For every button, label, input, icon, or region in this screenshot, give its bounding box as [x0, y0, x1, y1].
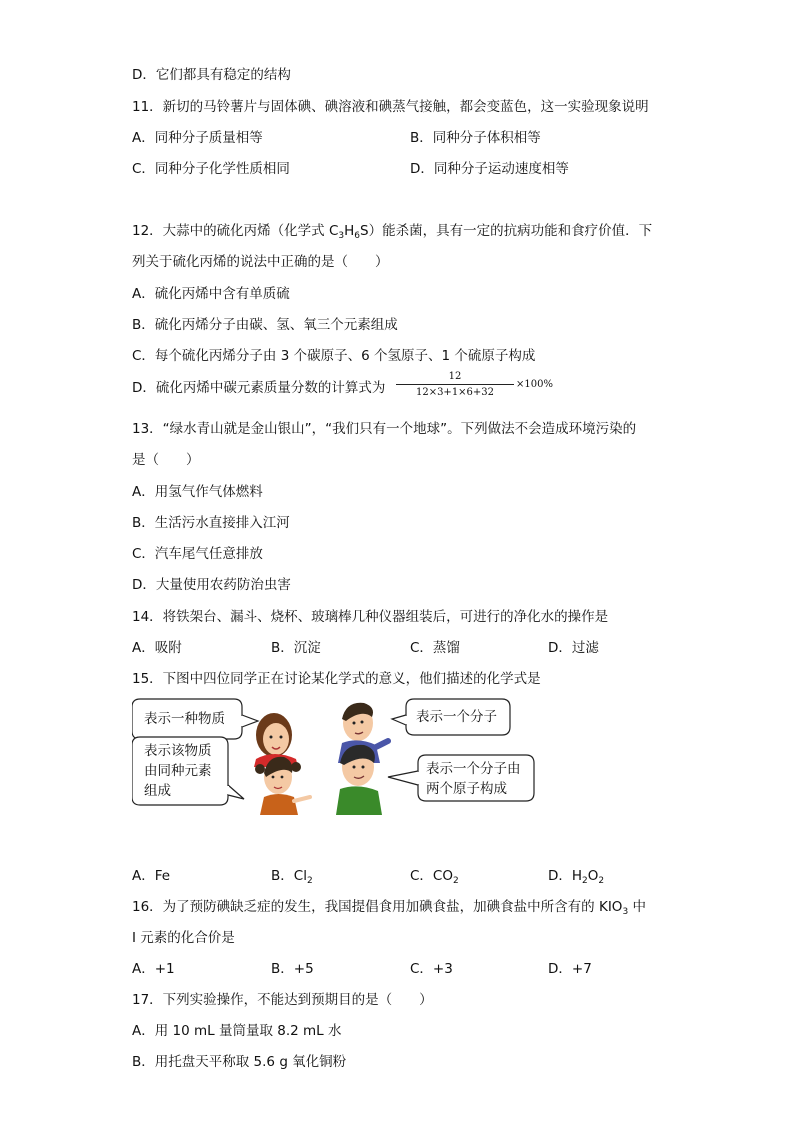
q12-stem-line2: 列关于硫化丙烯的说法中正确的是（ ） — [132, 254, 389, 270]
q15-stem: 15．下图中四位同学正在讨论某化学式的意义，他们描述的化学式是 — [132, 671, 541, 687]
q12-option-c: C．每个硫化丙烯分子由 3 个碳原子、6 个氢原子、1 个硫原子构成 — [132, 348, 536, 364]
q15-option-c: C．$CO_2$ — [410, 868, 459, 886]
q16-option-a: A．+1 — [132, 961, 175, 977]
q14-option-b: B．沉淀 — [271, 640, 321, 656]
q15-option-b: B．$Cl_2$ — [271, 868, 313, 886]
q15-option-a: A．Fe — [132, 868, 171, 884]
q13-stem-line1: 13．“绿水青山就是金山银山”，“我们只有一个地球”。下列做法不会造成环境污染的 — [132, 421, 637, 437]
q11-stem: 11．新切的马铃薯片与固体碘、碘溶液和碘蒸气接触，都会变蓝色，这一实验现象说明 — [132, 99, 649, 115]
q12-fraction — [396, 370, 514, 399]
q13-option-c: C．汽车尾气任意排放 — [132, 546, 263, 562]
q16-option-b: B．+5 — [271, 961, 314, 977]
q17-option-b: B．用托盘天平称取 5.6 g 氧化铜粉 — [132, 1054, 347, 1070]
q10-option-d: D．它们都具有稳定的结构 — [132, 67, 291, 83]
q17-stem: 17．下列实验操作，不能达到预期目的是（ ） — [132, 992, 433, 1008]
q13-option-b: B．生活污水直接排入江河 — [132, 515, 290, 531]
q12-fraction-numerator: 12 — [448, 371, 462, 382]
q13-stem-line2: 是（ ） — [132, 452, 200, 468]
q12-option-a: A．硫化丙烯中含有单质硫 — [132, 286, 290, 302]
q14-option-a: A．吸附 — [132, 640, 182, 656]
q14-option-c: C．蒸馏 — [410, 640, 460, 656]
q17-option-a: A．用 10 mL 量筒量取 8.2 mL 水 — [132, 1023, 342, 1039]
q11-option-a: A．同种分子质量相等 — [132, 130, 263, 146]
q13-option-a: A．用氢气作气体燃料 — [132, 484, 263, 500]
q16-option-c: C．+3 — [410, 961, 453, 977]
q11-option-c: C．同种分子化学性质相同 — [132, 161, 290, 177]
bubble-3-text: 表示该物质 由同种元素 组成 — [144, 743, 212, 799]
q12-fraction-tail: ×100% — [516, 379, 553, 390]
student-girl-icon-2 — [255, 757, 310, 815]
q16-stem-line2: I 元素的化合价是 — [132, 930, 235, 946]
q11-option-b: B．同种分子体积相等 — [410, 130, 541, 146]
q14-stem: 14．将铁架台、漏斗、烧杯、玻璃棒几种仪器组装后，可进行的净化水的操作是 — [132, 609, 609, 625]
q14-option-d: D．过滤 — [548, 640, 599, 656]
q11-option-d: D．同种分子运动速度相等 — [410, 161, 569, 177]
q16-option-d: D．+7 — [548, 961, 592, 977]
q15-illustration — [132, 697, 536, 847]
q15-option-d: D．$H_2O_2$ — [548, 868, 605, 886]
bubble-1-text: 表示一种物质 — [144, 711, 225, 727]
q16-stem-line1: 16．为了预防碘缺乏症的发生，我国提倡食用加碘食盐，加碘食盐中所含有的 $KIO_3$ 中 — [132, 899, 646, 917]
q13-option-d: D．大量使用农药防治虫害 — [132, 577, 291, 593]
bubble-2-text: 表示一个分子 — [416, 709, 497, 725]
q12-option-d: D．硫化丙烯中碳元素质量分数的计算式为 — [132, 380, 386, 396]
q12-stem-line1: 12．大蒜中的硫化丙烯（化学式 $C_3H_6S$）能杀菌，具有一定的抗病功能和食疗价值．下 — [132, 223, 653, 241]
bubble-4-text: 表示一个分子由 两个原子构成 — [426, 761, 521, 797]
q12-option-b: B．硫化丙烯分子由碳、氢、氧三个元素组成 — [132, 317, 398, 333]
q12-fraction-denominator: 12×3+1×6+32 — [415, 387, 495, 398]
